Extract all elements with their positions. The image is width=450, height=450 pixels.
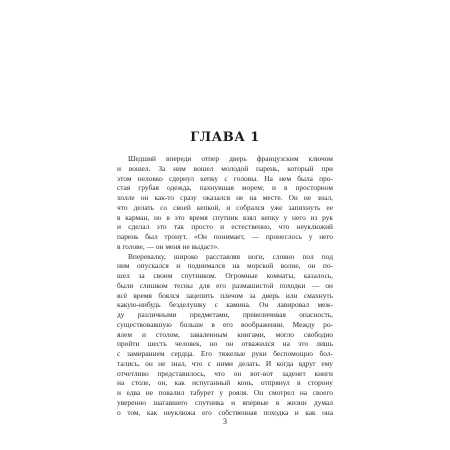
page-number: 3	[223, 417, 227, 426]
text-line: уверенно шагавшего спутника и впервые в жизни думал	[117, 397, 333, 407]
text-line: этом неловко сдернул кепку с головы. На нем была про-	[117, 173, 333, 183]
paragraph-1	[117, 154, 333, 252]
text-line: что делать со своей кепкой, и собрался уже запихнуть ее	[117, 202, 333, 212]
text-line: ялем и столом, заваленным книгами, могло свободно	[117, 329, 333, 339]
text-line: холле он как-то сразу оказался не на месте. Он не знал,	[117, 193, 333, 202]
text-line: отчетливо представилось, что он вот-вот заденет книги	[117, 368, 333, 378]
text-line: ду различными предметами, превеличивая опасность,	[117, 310, 333, 319]
paragraph-2	[117, 252, 333, 418]
text-line: тались, он не знал, что с ними делать. И когда вдруг ему	[117, 358, 333, 368]
text-line: и сделал это так просто и естественно, что неуклюжий	[117, 222, 333, 232]
text-line: какую-нибудь безделушку с камина. Он лавировал меж-	[117, 300, 333, 310]
text-line: стая грубая одежда, пахнувшая морем; и в просторном	[117, 183, 333, 193]
text-line: существовавшую больше в его воображении. Между ро-	[117, 319, 333, 329]
text-line: ним опускался и поднимался на морской волне, он по-	[117, 261, 333, 271]
text-line: Шедший впереди отпер дверь французским ключом	[128, 154, 333, 163]
text-line: шел за своим спутником. Огромные комнаты, казалось,	[117, 271, 333, 280]
chapter-body	[117, 154, 333, 417]
text-line: парень был тронут. «Он понимает, — пронеслось у него	[117, 232, 333, 241]
text-line: с замиранием сердца. Его тяжелые руки беспомощно бол-	[117, 349, 333, 358]
text-line: были слишком тесны для его размашистой походки — он	[117, 280, 333, 290]
text-line: о том, как неуклюжа его собственная походка и как она	[117, 407, 333, 417]
text-line: Вперевалку, широко расставляя ноги, словно пол под	[128, 251, 333, 261]
text-line: на столе, он, как испуганный конь, отпрянул в сторону	[117, 378, 333, 388]
chapter-title: ГЛАВА 1	[190, 130, 260, 145]
text-line: в карман, но в это время спутник взял кепку у него из рук	[117, 212, 333, 222]
text-line: пройти шесть человек, но он отважился на это лишь	[117, 339, 333, 349]
text-line: и едва не повалил табурет у рояля. Он смотрел на своего	[117, 388, 333, 397]
text-line: в голове, — он меня не выдаст».	[117, 241, 220, 251]
text-line: и вошел. За ним вошел молодой парень, который при	[117, 163, 333, 173]
text-line: всё время боялся зацепить плечом за дверь или смахнуть	[117, 290, 333, 300]
